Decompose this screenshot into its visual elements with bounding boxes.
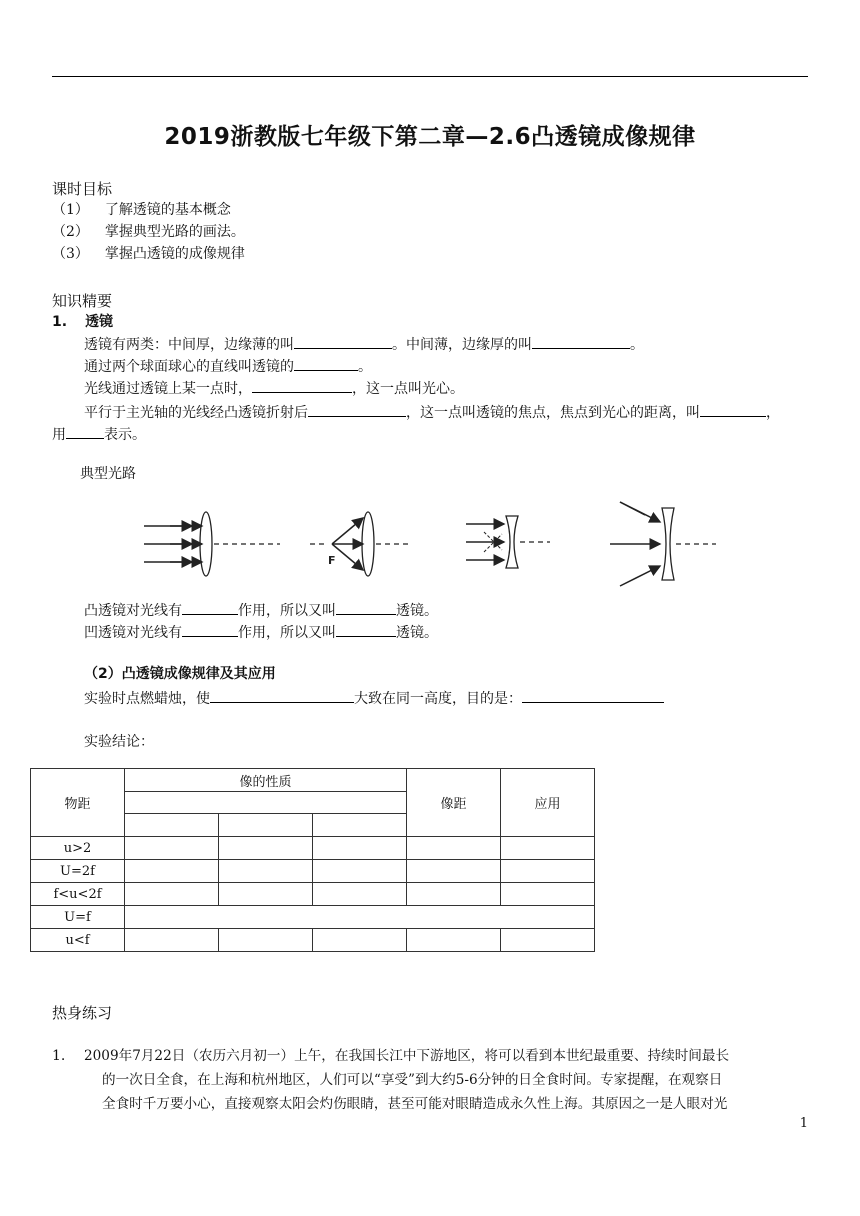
text: 用 xyxy=(52,427,66,443)
text: 光线通过透镜上某一点时， xyxy=(84,381,252,397)
text: 。中间薄，边缘厚的叫 xyxy=(392,337,532,353)
fill-blank[interactable] xyxy=(336,600,396,615)
section-1-heading xyxy=(52,312,113,332)
table-cell[interactable] xyxy=(219,837,313,860)
concave-converging-diagram xyxy=(610,502,716,586)
table-row xyxy=(31,883,595,906)
table-cell[interactable] xyxy=(407,883,501,906)
table-cell[interactable] xyxy=(219,929,313,952)
concave-parallel-diagram xyxy=(466,516,550,568)
objectives-heading: 课时目标 xyxy=(52,180,113,198)
optical-center-line xyxy=(84,378,464,399)
objective-num: （3） xyxy=(52,246,89,262)
header-application: 应用 xyxy=(501,769,595,837)
text: ，这一点叫透镜的焦点，焦点到光心的距离，叫 xyxy=(406,405,700,421)
question-1-line-1: 2009年7月22日（农历六月初一）上午，在我国长江中下游地区，将可以看到本世纪最重要、持续时间最长 xyxy=(84,1048,730,1064)
fill-blank[interactable] xyxy=(294,356,358,371)
table-cell[interactable] xyxy=(407,929,501,952)
focus-symbol-line xyxy=(52,424,146,445)
table-cell[interactable] xyxy=(125,929,219,952)
page-title: 2019浙教版七年级下第二章—2.6凸透镜成像规律 xyxy=(164,124,696,150)
fill-blank[interactable] xyxy=(308,402,406,417)
imaging-rules-table xyxy=(30,768,595,952)
lens-types-line xyxy=(84,334,644,355)
text: ， xyxy=(766,405,780,421)
section-1-num: 1. xyxy=(52,314,68,330)
objective-item xyxy=(52,222,245,242)
text: 透镜有两类：中间厚，边缘薄的叫 xyxy=(84,337,294,353)
text: 通过两个球面球心的直线叫透镜的 xyxy=(84,359,294,375)
text: 大致在同一高度，目的是： xyxy=(354,691,522,707)
table-cell[interactable] xyxy=(313,837,407,860)
objective-text: 掌握典型光路的画法。 xyxy=(104,224,245,240)
header-image-distance: 像距 xyxy=(407,769,501,837)
section-2-title: （2）凸透镜成像规律及其应用 xyxy=(84,666,276,682)
header-image-nature: 像的性质 xyxy=(125,769,407,792)
objective-text: 了解透镜的基本概念 xyxy=(104,202,231,218)
text: 凹透镜对光线有 xyxy=(84,625,182,641)
fill-blank[interactable] xyxy=(700,402,766,417)
table-row xyxy=(31,929,595,952)
text: 凸透镜对光线有 xyxy=(84,603,182,619)
warmup-heading: 热身练习 xyxy=(52,1004,113,1022)
text: 。 xyxy=(358,359,372,375)
objective-item xyxy=(52,244,245,264)
fill-blank[interactable] xyxy=(66,424,104,439)
table-cell[interactable] xyxy=(313,814,407,837)
text: 实验时点燃蜡烛，使 xyxy=(84,691,210,707)
table-cell[interactable] xyxy=(313,929,407,952)
table-cell[interactable] xyxy=(125,837,219,860)
fill-blank[interactable] xyxy=(210,688,354,703)
objective-num: （2） xyxy=(52,224,89,240)
section-1-title: 透镜 xyxy=(85,314,114,330)
convex-effect-line xyxy=(84,600,438,621)
question-number: 1. xyxy=(52,1048,66,1064)
focus-line xyxy=(84,402,780,423)
fill-blank[interactable] xyxy=(532,334,630,349)
fill-blank[interactable] xyxy=(252,378,352,393)
table-row xyxy=(31,837,595,860)
table-cell[interactable] xyxy=(219,814,313,837)
table-cell[interactable] xyxy=(501,837,595,860)
table-row xyxy=(31,860,595,883)
row-label: U=f xyxy=(31,906,125,929)
objective-item xyxy=(52,200,231,220)
fill-blank[interactable] xyxy=(336,622,396,637)
question-1-line-3: 全食时千万要小心，直接观察太阳会灼伤眼睛，甚至可能对眼睛造成永久性上海。其原因之一是人眼对光 xyxy=(102,1096,728,1112)
text: 透镜。 xyxy=(396,625,438,641)
table-cell[interactable] xyxy=(501,860,595,883)
table-cell[interactable] xyxy=(407,837,501,860)
knowledge-heading: 知识精要 xyxy=(52,292,113,310)
fill-blank[interactable] xyxy=(182,622,238,637)
experiment-line xyxy=(84,688,664,709)
text: 。 xyxy=(630,337,644,353)
conclusion-label: 实验结论： xyxy=(84,734,154,750)
row-label: U=2f xyxy=(31,860,125,883)
ray-diagrams xyxy=(140,498,720,588)
table-cell[interactable] xyxy=(219,860,313,883)
table-cell[interactable] xyxy=(313,860,407,883)
fill-blank[interactable] xyxy=(294,334,392,349)
table-cell[interactable] xyxy=(313,883,407,906)
table-cell[interactable] xyxy=(501,929,595,952)
text: ，这一点叫光心。 xyxy=(352,381,464,397)
table-cell[interactable] xyxy=(407,860,501,883)
table-row xyxy=(31,906,595,929)
objective-num: （1） xyxy=(52,202,89,218)
row-label: u<f xyxy=(31,929,125,952)
table-cell[interactable] xyxy=(125,792,407,814)
table-cell[interactable] xyxy=(125,814,219,837)
table-cell[interactable] xyxy=(125,860,219,883)
table-cell[interactable] xyxy=(125,906,595,929)
header-object-distance: 物距 xyxy=(31,769,125,837)
table-cell[interactable] xyxy=(125,883,219,906)
convex-parallel-diagram xyxy=(144,512,280,576)
objective-text: 掌握凸透镜的成像规律 xyxy=(104,246,245,262)
typical-paths-label: 典型光路 xyxy=(80,466,136,482)
text: 平行于主光轴的光线经凸透镜折射后 xyxy=(84,405,308,421)
focus-label: F xyxy=(328,554,336,567)
fill-blank[interactable] xyxy=(522,688,664,703)
row-label: f<u<2f xyxy=(31,883,125,906)
text: 作用，所以又叫 xyxy=(238,603,336,619)
text: 表示。 xyxy=(104,427,146,443)
fill-blank[interactable] xyxy=(182,600,238,615)
text: 作用，所以又叫 xyxy=(238,625,336,641)
page-number: 1 xyxy=(799,1116,808,1131)
concave-effect-line xyxy=(84,622,438,643)
table-cell[interactable] xyxy=(219,883,313,906)
text: 透镜。 xyxy=(396,603,438,619)
main-axis-line xyxy=(84,356,372,377)
row-label: u>2 xyxy=(31,837,125,860)
table-cell[interactable] xyxy=(501,883,595,906)
convex-focus-diagram xyxy=(310,512,408,576)
question-1-line-2: 的一次日全食，在上海和杭州地区，人们可以“享受”到大约5-6分钟的日全食时间。专家提醒，在观察日 xyxy=(102,1072,723,1088)
header-rule xyxy=(52,76,808,77)
